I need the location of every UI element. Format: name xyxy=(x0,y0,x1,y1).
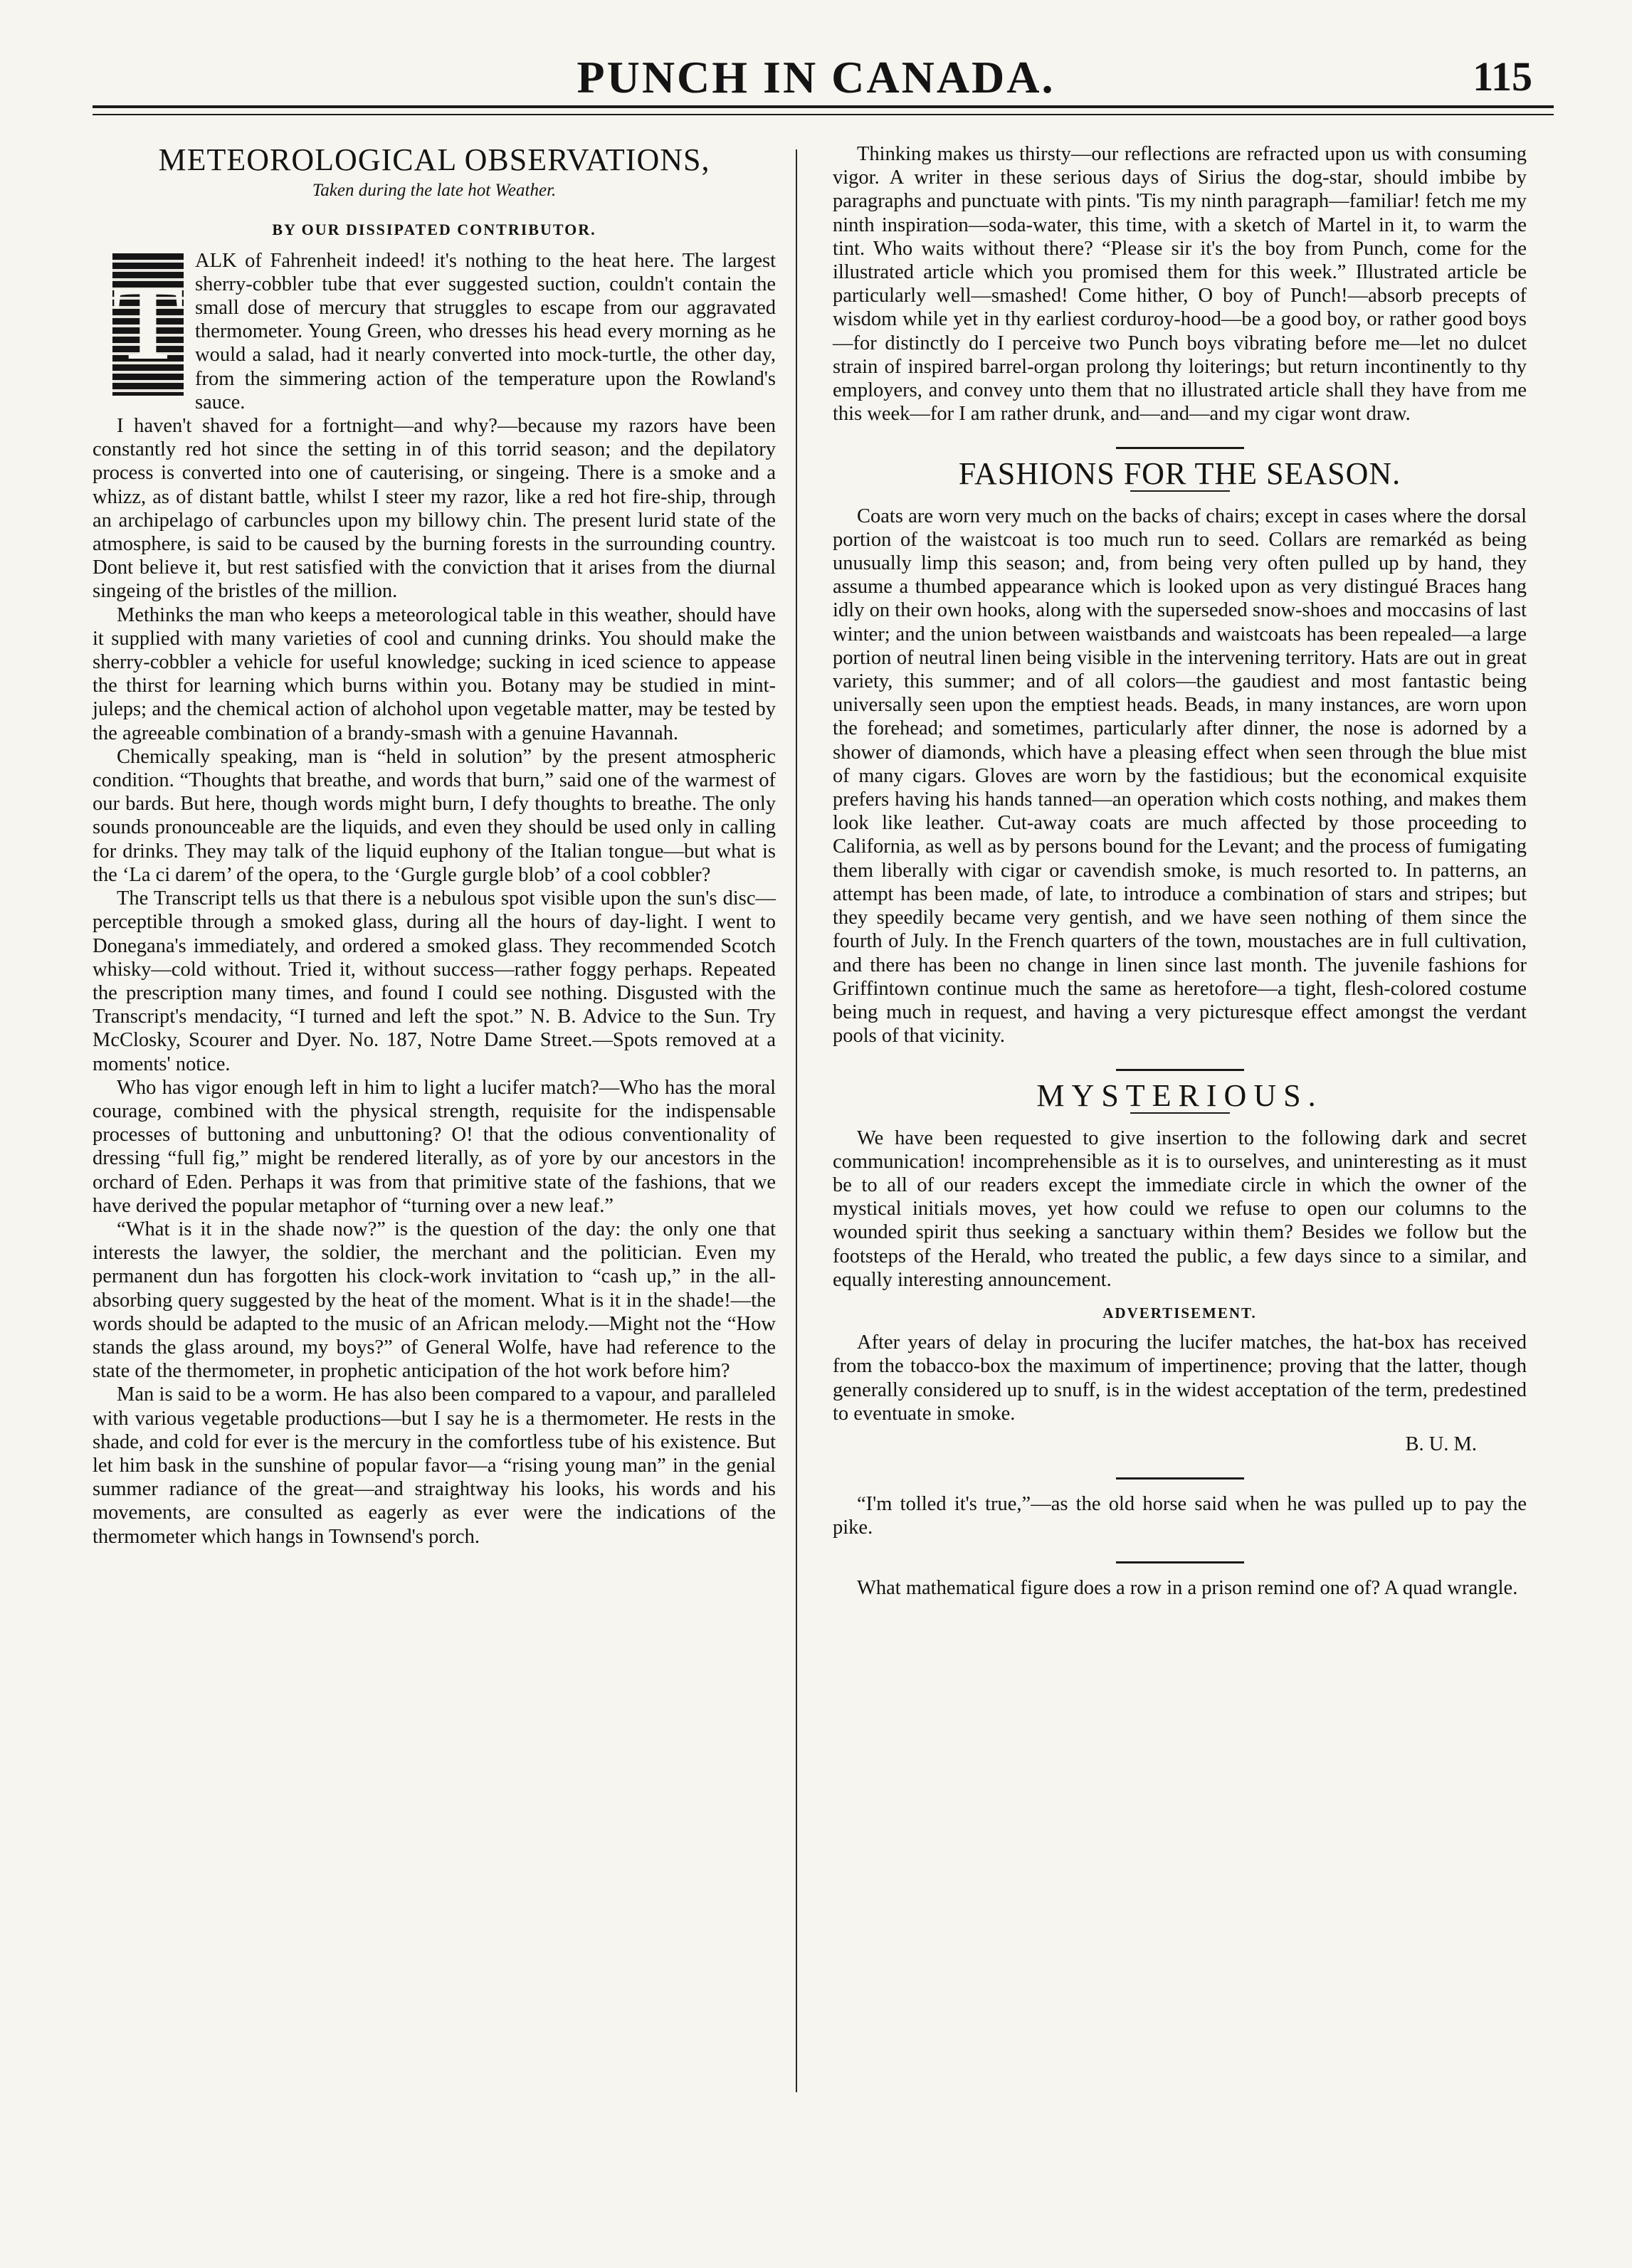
article-title-mysterious: MYSTERIOUS. xyxy=(1036,1078,1323,1114)
advertisement-heading: ADVERTISEMENT. xyxy=(1102,1304,1257,1322)
header-rule-thick xyxy=(93,105,1554,108)
running-head xyxy=(0,44,1632,101)
joke-paragraph: “I'm tolled it's true,”—as the old horse said when he was pulled up to pay the pike. xyxy=(833,1493,1527,1539)
article-subtitle: Taken during the late hot Weather. xyxy=(312,181,557,201)
running-title: PUNCH IN CANADA. xyxy=(577,52,1055,102)
left-column xyxy=(93,142,776,1549)
section-divider xyxy=(1116,447,1244,449)
section-divider xyxy=(1116,1561,1244,1563)
paragraph-continued: Thinking makes us thirsty—our reflections are refracted upon us with consuming vigor. A writer in these serious days of Sirius the dog-star, should imbibe by paragraphs and punctuate with pints. 'Tis my ninth paragraph—familiar! fetch me my ninth inspiration—soda-water, this time, with a sketch of Martel in it, to warm the tint. Who waits without there? “Please sir it's the boy from Punch, come for the illustrated article which you promised them for this week.” Illustrated article be particularly well—smashed! Come hither, O boy of Punch!—absorb precepts of wisdom while yet in thy earliest corduroy-hood—be a good boy, or rather good boys—for distinctly do I perceive two Punch boys vibrating before me—let no dulcet strain of inspired barrel-organ prolong thy loiterings; but return incontinently to thy employers, and convey unto them that no illustrated article shall they have from me this week—for I am rather drunk, and—and—and my cigar wont draw. xyxy=(833,143,1527,426)
paragraph: Chemically speaking, man is “held in solution” by the present atmospheric condition. “Thoughts that breathe, and words that burn,” said one of the warmest of our bards. But here, though words might burn, I defy thoughts to breathe. The only sounds pronounceable are the liquids, and even they should be used only in calling for drinks. They may talk of the liquid euphony of the Italian tongue—but what is the ‘La ci darem’ of the opera, to the ‘Gurgle gurgle blob’ of a cool cobbler? xyxy=(93,745,776,886)
section-divider xyxy=(1116,1069,1244,1071)
right-column xyxy=(833,142,1527,1600)
advertisement-signature: B. U. M. xyxy=(1405,1433,1477,1455)
paragraph: Who has vigor enough left in him to light a lucifer match?—Who has the moral courage, combined with the physical strength, requisite for the indispensable processes of buttoning and unbuttoning? O! that the odious conventionality of dressing “full fig,” might be rendered literally, as of yore by our ancestors in the orchard of Eden. Perhaps it was from that primitive state of the fashions, that we have derived the popular metaphor of “turning over a new leaf.” xyxy=(93,1076,776,1217)
paragraph: Methinks the man who keeps a meteorological table in this weather, should have it supplied with many varieties of cool and cunning drinks. You should make the sherry-cobbler a vehicle for useful knowledge; sucking in iced science to appease the thirst for learning which burns within you. Botany may be studied in mint-juleps; and the chemical action of alchohol upon vegetable matter, may be tested by the agreeable combination of a brandy-smash with a genuine Havannah. xyxy=(93,603,776,744)
joke-paragraph: What mathematical figure does a row in a prison remind one of? A quad wrangle. xyxy=(857,1576,1518,1599)
article-title-fashions: FASHIONS FOR THE SEASON. xyxy=(958,456,1401,492)
paragraph: Coats are worn very much on the backs of chairs; except in cases where the dorsal portion of the waistcoat is too much run to seed. Collars are remarkéd as being unusually limp this season; and, from being very often pulled up by hand, they assume a thumbed appearance which is looked upon as very distingué Braces hang idly on their own hooks, along with the superseded snow-shoes and moccasins of last winter; and the union between waistbands and waistcoats has been repealed—a large portion of neutral linen being visible in the intervening territory. Hats are out in great variety, this summer; and of all colors—the gaudiest and most fantastic being universally seen upon the emptiest heads. Beads, in many instances, are worn upon the forehead; and sometimes, particularly after dinner, the nose is adorned by a shower of diamonds, which have a pleasing effect when seen through the blue mist of many cigars. Gloves are worn by the fastidious; but the economical exquisite prefers having his hands tanned—an operation which costs nothing, and makes them look like leather. Cut-away coats are much affected by those proceeding to California, as well as by persons bound for the Levant; and the process of fumigating them liberally with cigar or cavendish smoke, is much resorted to. In patterns, an attempt has been made, of late, to introduce a combination of stars and stripes; but they speedily became very gentish, and we have seen nothing of them since the fourth of July. In the French quarters of the town, moustaches are in full cultivation, and there has been no change in linen since last month. The juvenile fashions for Griffintown continue much the same as heretofore—a tight, flesh-colored costume being much in request, and having a very picturesque effect amongst the verdant pools of that vicinity. xyxy=(833,505,1527,1048)
section-divider xyxy=(1116,1477,1244,1480)
paragraph: Man is said to be a worm. He has also been compared to a vapour, and paralleled with various vegetable productions—but I say he is a thermometer. He rests in the shade, and cold for ever is the mercury in the comfortless tube of his existence. But let him bask in the sunshine of popular favor—a “rising young man” in the genial summer radiance of the great—and straightway his looks, his words and his movements, are consulted as eagerly as ever were the indications of the thermometer which hangs in Townsend's porch. xyxy=(93,1383,776,1548)
paragraph: The Transcript tells us that there is a nebulous spot visible upon the sun's disc—perceptible through a smoked glass, during all the hours of day-light. I went to Donegana's immediately, and ordered a smoked glass. They recommended Scotch whisky—cold without. Tried it, without success—rather foggy perhaps. Repeated the prescription many times, and found I could see nothing. Disgusted with the Transcript's mendacity, “I turned and left the spot.” N. B. Advice to the Sun. Try McClosky, Scourer and Dyer. No. 187, Notre Dame Street.—Spots removed at a moments' notice. xyxy=(93,887,776,1075)
page-number: 115 xyxy=(1473,53,1532,100)
paragraph: ALK of Fahrenheit indeed! it's nothing to the heat here. The largest sherry-cobbler tube that ever suggested suction, couldn't contain the small dose of mercury that struggles to escape from our aggravated thermometer. Young Green, who dresses his head every morning as he would a salad, had it nearly converted into mock-turtle, the other day, from the simmering action of the temperature upon the Rowland's sauce. xyxy=(195,249,776,413)
article-byline: BY OUR DISSIPATED CONTRIBUTOR. xyxy=(272,221,596,239)
advertisement-body: After years of delay in procuring the lucifer matches, the hat-box has received from the tobacco-box the maximum of impertinence; proving that the latter, though generally considered up to snuff, is in the widest acceptation of the term, predestined to eventuate in smoke. xyxy=(833,1331,1527,1425)
header-rule-thin xyxy=(93,114,1554,115)
column-divider xyxy=(796,149,797,2092)
paragraph: I haven't shaved for a fortnight—and why?—because my razors have been constantly red hot since the setting in of this torrid season; and the depilatory process is converted into one of cauterising, or singeing. There is a smoke and a whizz, as of distant battle, whilst I steer my razor, like a red hot fire-ship, through an archipelago of carbuncles upon my billowy chin. The present lurid state of the atmosphere, is said to be caused by the burning forests in the surrounding country. Dont believe it, but rest satisfied with the conviction that it arises from the diurnal singeing of the bristles of the million. xyxy=(93,415,776,603)
drop-cap xyxy=(112,253,184,396)
paragraph: We have been requested to give insertion to the following dark and secret communication! incomprehensible as it is to ourselves, and uninteresting as it must be to all of our readers except the immediate circle in which the owner of the mystical initials moves, yet how could we refuse to open our columns to the wounded spirit thus seeking a sanctuary within them? Besides we follow but the footsteps of the Herald, who treated the public, a few days since to a similar, and equally interesting announcement. xyxy=(833,1127,1527,1291)
drop-cap-letter: T xyxy=(112,263,184,382)
article-title-meteorological: METEOROLOGICAL OBSERVATIONS, xyxy=(158,142,710,177)
paragraph: “What is it in the shade now?” is the question of the day: the only one that interests the lawyer, the soldier, the merchant and the politician. Even my permanent dun has forgotten his clock-work invitation to “cash up,” in the all-absorbing query suggested by the heat of the moment. What is it in the shade!—the words should be adapted to the music of an African melody.—Might not the “How stands the glass around, my boys?” of General Wolfe, have had reference to the state of the thermometer, in prophetic anticipation of the hot work before him? xyxy=(93,1218,776,1383)
